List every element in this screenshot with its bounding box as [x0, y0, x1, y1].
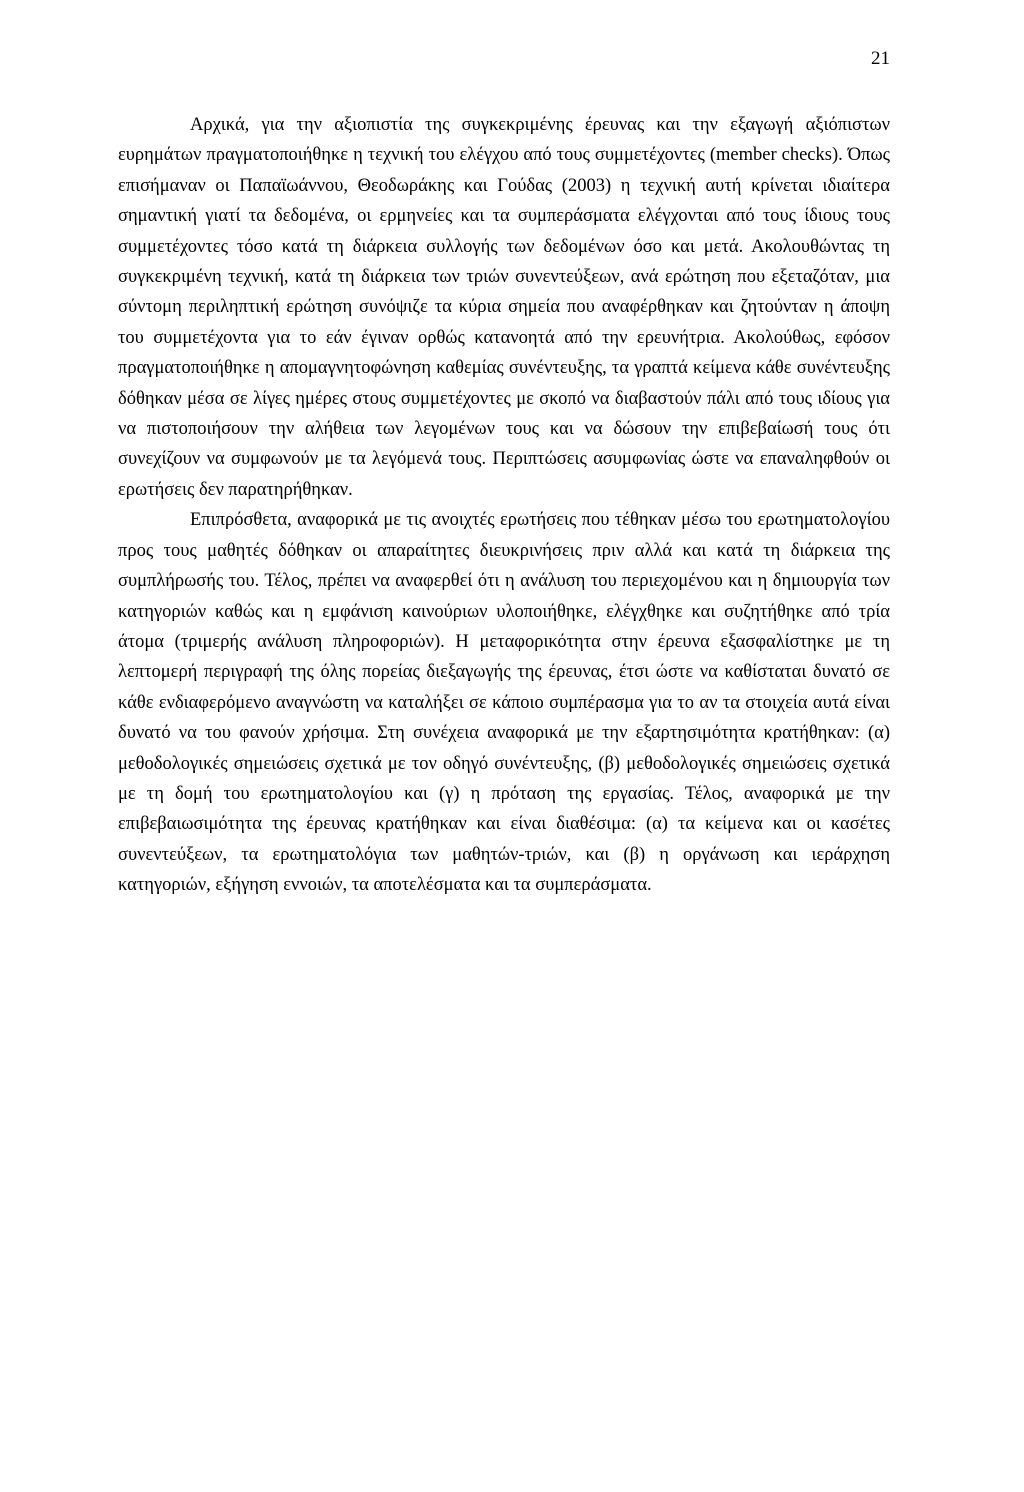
body-text	[118, 110, 890, 901]
paragraph-member-checks: Αρχικά, για την αξιοπιστία της συγκεκριμένης έρευνας και την εξαγωγή αξιόπιστων ευρημάτων πραγματοποιήθηκε η τεχνική του ελέγχου από τους συμμετέχοντες (member checks). Όπως επισήμαναν οι Παπαϊωάννου, Θεοδωράκης και Γούδας (2003) η τεχνική αυτή κρίνεται ιδιαίτερα σημαντική γιατί τα δεδομένα, οι ερμηνείες και τα συμπεράσματα ελέγχονται από τους ίδιους τους συμμετέχοντες τόσο κατά τη διάρκεια συλλογής των δεδομένων όσο και μετά. Ακολουθώντας τη συγκεκριμένη τεχνική, κατά τη διάρκεια των τριών συνεντεύξεων, ανά ερώτηση που εξεταζόταν, μια σύντομη περιληπτική ερώτηση συνόψιζε τα κύρια σημεία που αναφέρθηκαν και ζητούνταν η άποψη του συμμετέχοντα για το εάν έγιναν ορθώς κατανοητά από την ερευνήτρια. Ακολούθως, εφόσον πραγματοποιήθηκε η απομαγνητοφώνηση καθεμίας συνέντευξης, τα γραπτά κείμενα κάθε συνέντευξης δόθηκαν μέσα σε λίγες ημέρες στους συμμετέχοντες με σκοπό να διαβαστούν πάλι από τους ιδίους για να πιστοποιήσουν την αλήθεια των λεγομένων τους και να δώσουν την επιβεβαίωσή τους ότι συνεχίζουν να συμφωνούν με τα λεγόμενά τους. Περιπτώσεις ασυμφωνίας ώστε να επαναληφθούν οι ερωτήσεις δεν παρατηρήθηκαν.	[118, 115, 890, 500]
page-number: 21	[871, 48, 890, 69]
paragraph-transferability: Επιπρόσθετα, αναφορικά με τις ανοιχτές ερωτήσεις που τέθηκαν μέσω του ερωτηματολογίου προς τους μαθητές δόθηκαν οι απαραίτητες διευκρινήσεις πριν αλλά και κατά τη διάρκεια της συμπλήρωσής του. Τέλος, πρέπει να αναφερθεί ότι η ανάλυση του περιεχομένου και η δημιουργία των κατηγοριών καθώς και η εμφάνιση καινούριων υλοποιήθηκε, ελέγχθηκε και συζητήθηκε από τρία άτομα (τριμερής ανάλυση πληροφοριών). Η μεταφορικότητα στην έρευνα εξασφαλίστηκε με τη λεπτομερή περιγραφή της όλης πορείας διεξαγωγής της έρευνας, έτσι ώστε να καθίσταται δυνατό σε κάθε ενδιαφερόμενο αναγνώστη να καταλήξει σε κάποιο συμπέρασμα για το αν τα στοιχεία αυτά είναι δυνατό να του φανούν χρήσιμα. Στη συνέχεια αναφορικά με την εξαρτησιμότητα κρατήθηκαν: (α) μεθοδολογικές σημειώσεις σχετικά με τον οδηγό συνέντευξης, (β) μεθοδολογικές σημειώσεις σχετικά με τη δομή του ερωτηματολογίου και (γ) η πρόταση της εργασίας. Τέλος, αναφορικά με την επιβεβαιωσιμότητα της έρευνας κρατήθηκαν και είναι διαθέσιμα: (α) τα κείμενα και οι κασέτες συνεντεύξεων, τα ερωτηματολόγια των μαθητών-τριών, και (β) η οργάνωση και ιεράρχηση κατηγοριών, εξήγηση εννοιών, τα αποτελέσματα και τα συμπεράσματα.	[118, 510, 890, 896]
